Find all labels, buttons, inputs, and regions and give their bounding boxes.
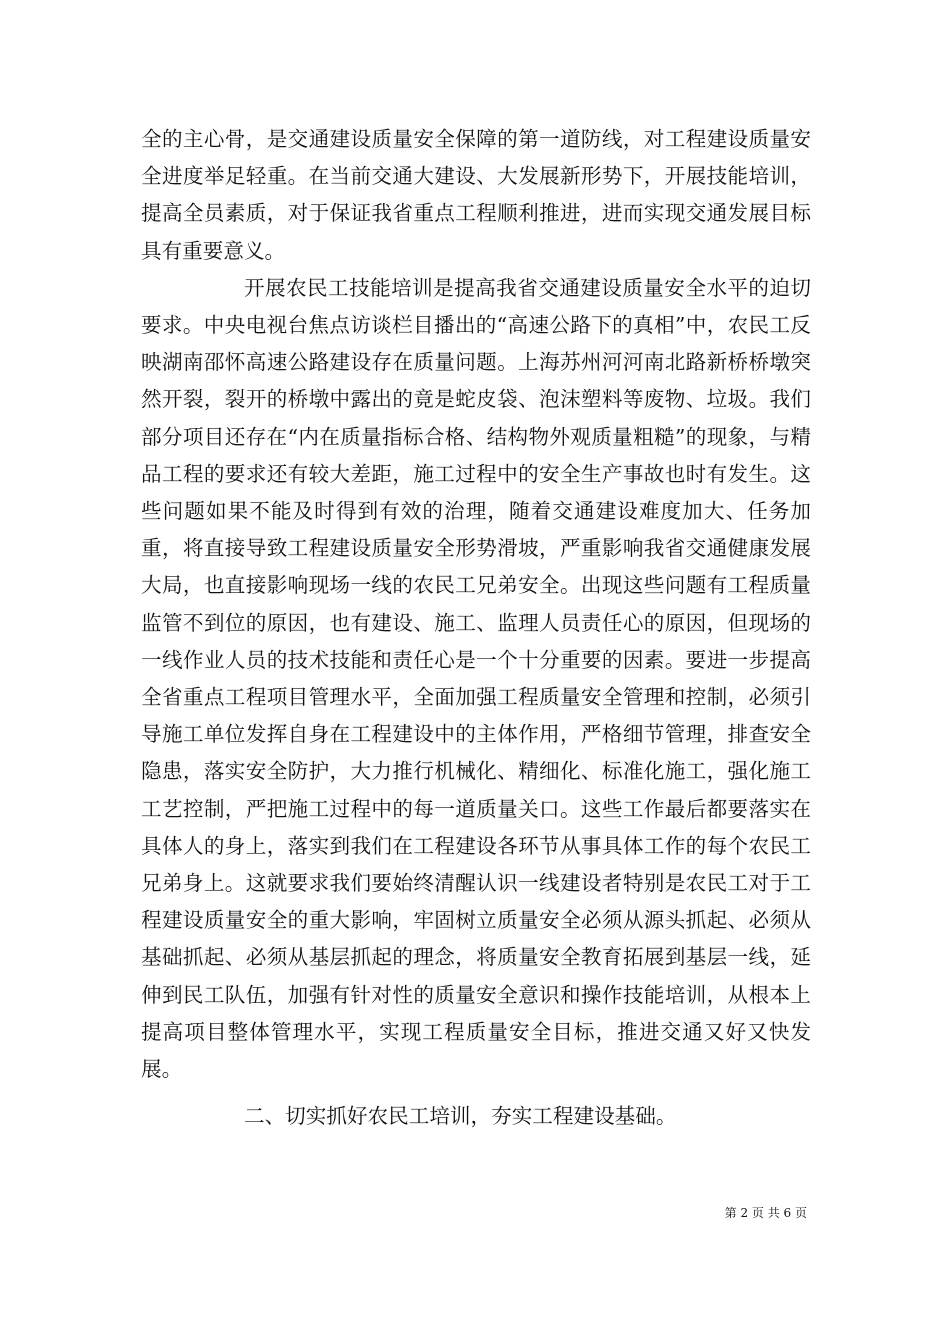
- paragraph-continuation: 全的主心骨，是交通建设质量安全保障的第一道防线，对工程建设质量安全进度举足轻重。在当前交通大建设、大发展新形势下，开展技能培训，提高全员素质，对于保证我省重点工程顺利推进，进而实现交通发展目标具有重要意义。: [141, 127, 811, 263]
- page-number: 第 2 页 共 6 页: [724, 1206, 807, 1220]
- section-heading: 二、切实抓好农民工培训，夯实工程建设基础。: [244, 1104, 677, 1129]
- document-body: [141, 121, 811, 1135]
- paragraph-training-requirement: 开展农民工技能培训是提高我省交通建设质量安全水平的迫切要求。中央电视台焦点访谈栏目播出的“高速公路下的真相”中，农民工反映湖南邵怀高速公路建设存在质量问题。上海苏州河河南北路新桥桥墩突然开裂，裂开的桥墩中露出的竟是蛇皮袋、泡沫塑料等废物、垃圾。我们部分项目还存在“内在质量指标合格、结构物外观质量粗糙”的现象，与精品工程的要求还有较大差距，施工过程中的安全生产事故也时有发生。这些问题如果不能及时得到有效的治理，随着交通建设难度加大、任务加重，将直接导致工程建设质量安全形势滑坡，严重影响我省交通健康发展大局，也直接影响现场一线的农民工兄弟安全。出现这些问题有工程质量监管不到位的原因，也有建设、施工、监理人员责任心的原因，但现场的一线作业人员的技术技能和责任心是一个十分重要的因素。要进一步提高全省重点工程项目管理水平，全面加强工程质量安全管理和控制，必须引导施工单位发挥自身在工程建设中的主体作用，严格细节管理，排查安全隐患，落实安全防护，大力推行机械化、精细化、标准化施工，强化施工工艺控制，严把施工过程中的每一道质量关口。这些工作最后都要落实在具体人的身上，落实到我们在工程建设各环节从事具体工作的每个农民工兄弟身上。这就要求我们要始终清醒认识一线建设者特别是农民工对于工程建设质量安全的重大影响，牢固树立质量安全必须从源头抓起、必须从基础抓起、必须从基层抓起的理念，将质量安全教育拓展到基层一线，延伸到民工队伍，加强有针对性的质量安全意识和操作技能培训，从根本上提高项目整体管理水平，实现工程质量安全目标，推进交通又好又快发展。: [141, 275, 811, 1082]
